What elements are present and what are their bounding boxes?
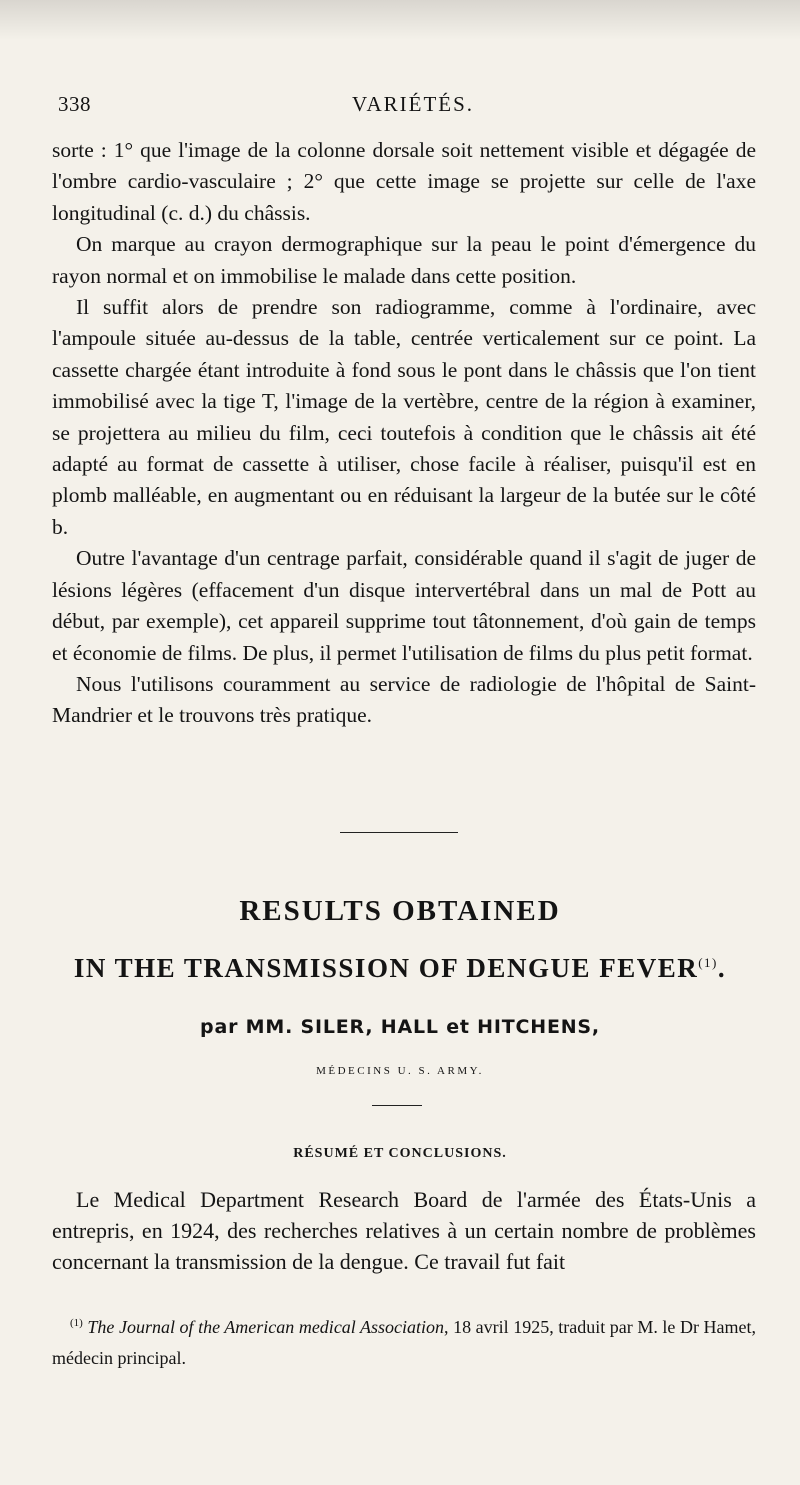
body-paragraph: On marque au crayon dermographique sur la peau le point d'émergence du rayon normal et on immobilise le malade dans cette position. [52, 232, 756, 288]
footnote-mark: (1) [70, 1317, 83, 1329]
body-paragraph: sorte : 1° que l'image de la colonne dorsale soit nettement visible et dégagée de l'ombre cardio-vasculaire ; 2° que cette image se projette sur celle de l'axe longitudinal (c. d.) du châssis. [52, 138, 756, 225]
page-header [58, 92, 758, 122]
abstract-body [52, 1184, 756, 1277]
section-divider [340, 832, 458, 833]
footnote-text [52, 1308, 756, 1374]
footnote-journal: The Journal of the American medical Association [87, 1317, 445, 1337]
article-title-line-2: IN THE TRANSMISSION OF DENGUE FEVER$^{(1)}$. [73, 953, 727, 983]
footnote [52, 1308, 756, 1374]
running-title: VARIÉTÉS. [352, 92, 475, 116]
article-authors: par MM. SILER, HALL et HITCHENS, [200, 1016, 600, 1038]
title-divider [372, 1105, 422, 1106]
abstract-paragraph: Le Medical Department Research Board de l'armée des États-Unis a entrepris, en 1924, des recherches relatives à un certain nombre de problèmes concernant la transmission de la dengue. Ce travail fut fait [52, 1187, 756, 1274]
author-affiliation: MÉDECINS U. S. ARMY. [316, 1065, 484, 1077]
article-title-text: IN THE TRANSMISSION OF DENGUE FEVER [73, 953, 699, 983]
page-number: 338 [58, 92, 91, 116]
body-paragraph: Il suffit alors de prendre son radiogramme, comme à l'ordinaire, avec l'ampoule située au-dessus de la table, centrée verticalement sur ce point. La cassette chargée étant introduite à fond sous le pont dans le châssis que l'on tient immobilisé avec la tige T, l'image de la vertèbre, centre de la région à examiner, se projettera au milieu du film, ceci toutefois à condition que le châssis ait été adapté au format de cassette à utiliser, chose facile à réaliser, puisqu'il est en plomb malléable, en augmentant ou en réduisant la largeur de la butée sur le côté b. [52, 295, 756, 539]
body-paragraph: Nous l'utilisons couramment au service de radiologie de l'hôpital de Saint-Mandrier et le trouvons très pratique. [52, 671, 756, 728]
footnote-rest: , 18 avril 1925, traduit par M. le Dr Hamet, médecin principal. [52, 1317, 756, 1368]
body-paragraph: Outre l'avantage d'un centrage parfait, considérable quand il s'agit de juger de lésions légères (effacement d'un disque intervertébral dans un mal de Pott au début, par exemple), cet appareil supprime tout tâtonnement, d'où gain de temps et économie de films. De plus, il permet l'utilisation de films du plus petit format. [52, 546, 756, 665]
article-title-line-1: RESULTS OBTAINED [239, 895, 561, 927]
continued-article-body [52, 135, 756, 732]
footnote-reference: (1) [698, 955, 718, 970]
scan-edge-shadow [0, 0, 800, 40]
section-heading: RÉSUMÉ ET CONCLUSIONS. [293, 1146, 507, 1161]
